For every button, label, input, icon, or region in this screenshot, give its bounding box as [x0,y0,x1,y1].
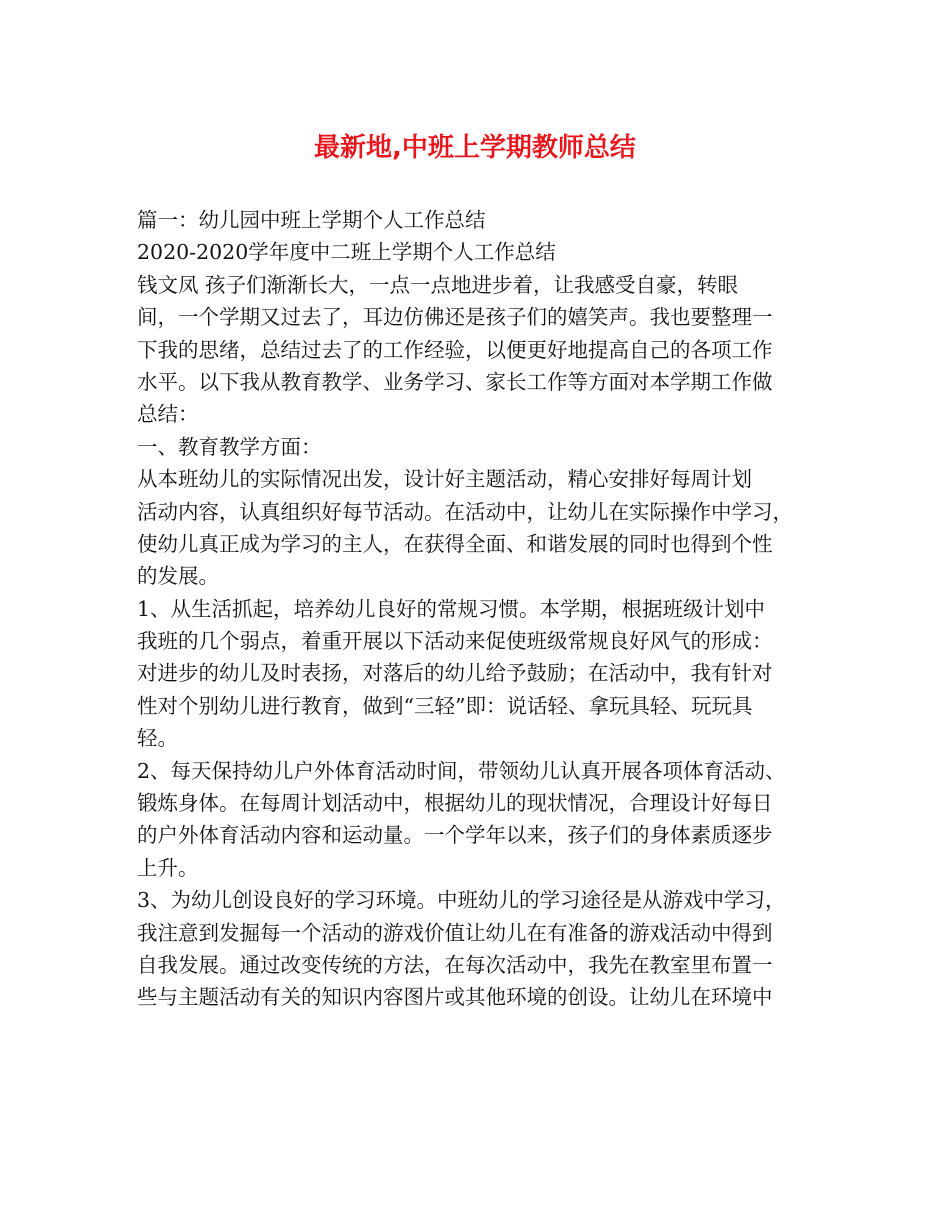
document-body [137,204,817,1014]
body-line: 篇一：幼儿园中班上学期个人工作总结 [137,208,486,232]
document-title: 最新地,中班上学期教师总结 [314,133,636,163]
body-line: 总结： [137,402,199,427]
body-line: 水平。以下我从教育教学、业务学习、家长工作等方面对本学期工作做 [137,369,773,394]
body-line: 自我发展。通过改变传统的方法，在每次活动中，我先在教室里布置一 [137,952,773,977]
body-line: 轻。 [137,726,178,751]
body-line: 活动内容，认真组织好每节活动。在活动中，让幼儿在实际操作中学习， [137,499,793,524]
body-line: 锻炼身体。在每周计划活动中，根据幼儿的现状情况，合理设计好每日 [137,791,773,816]
body-line: 性对个别幼儿进行教育，做到“三轻”即：说话轻、拿玩具轻、玩玩具 [137,693,753,718]
body-line: 我班的几个弱点，着重开展以下活动来促使班级常规良好风气的形成： [137,629,773,654]
body-line: 下我的思绪，总结过去了的工作经验，以便更好地提高自己的各项工作 [137,337,773,362]
body-line: 间，一个学期又过去了，耳边仿佛还是孩子们的嬉笑声。我也要整理一 [137,305,773,330]
body-line: 对进步的幼儿及时表扬，对落后的幼儿给予鼓励；在活动中，我有针对 [137,661,773,686]
body-line: 的户外体育活动内容和运动量。一个学年以来，孩子们的身体素质逐步 [137,823,773,848]
body-line: 一、教育教学方面： [137,434,322,459]
body-line: 2、每天保持幼儿户外体育活动时间，带领幼儿认真开展各项体育活动、 [137,758,786,783]
body-line: 3、为幼儿创设良好的学习环境。中班幼儿的学习途径是从游戏中学习， [137,888,786,913]
body-line: 1、从生活抓起，培养幼儿良好的常规习惯。本学期，根据班级计划中 [137,596,766,621]
body-line: 从本班幼儿的实际情况出发，设计好主题活动，精心安排好每周计划 [137,467,752,492]
body-line: 的发展。 [137,564,219,589]
body-line: 使幼儿真正成为学习的主人，在获得全面、和谐发展的同时也得到个性 [137,531,773,556]
body-line: 我注意到发掘每一个活动的游戏价值让幼儿在有准备的游戏活动中得到 [137,920,773,945]
body-line: 钱文凤 孩子们渐渐长大，一点一点地进步着，让我感受自豪，转眼 [137,272,739,297]
body-line: 上升。 [137,855,199,880]
body-line: 2020-2020学年度中二班上学期个人工作总结 [137,240,556,265]
body-line: 些与主题活动有关的知识内容图片或其他环境的创设。让幼儿在环境中 [137,985,773,1010]
